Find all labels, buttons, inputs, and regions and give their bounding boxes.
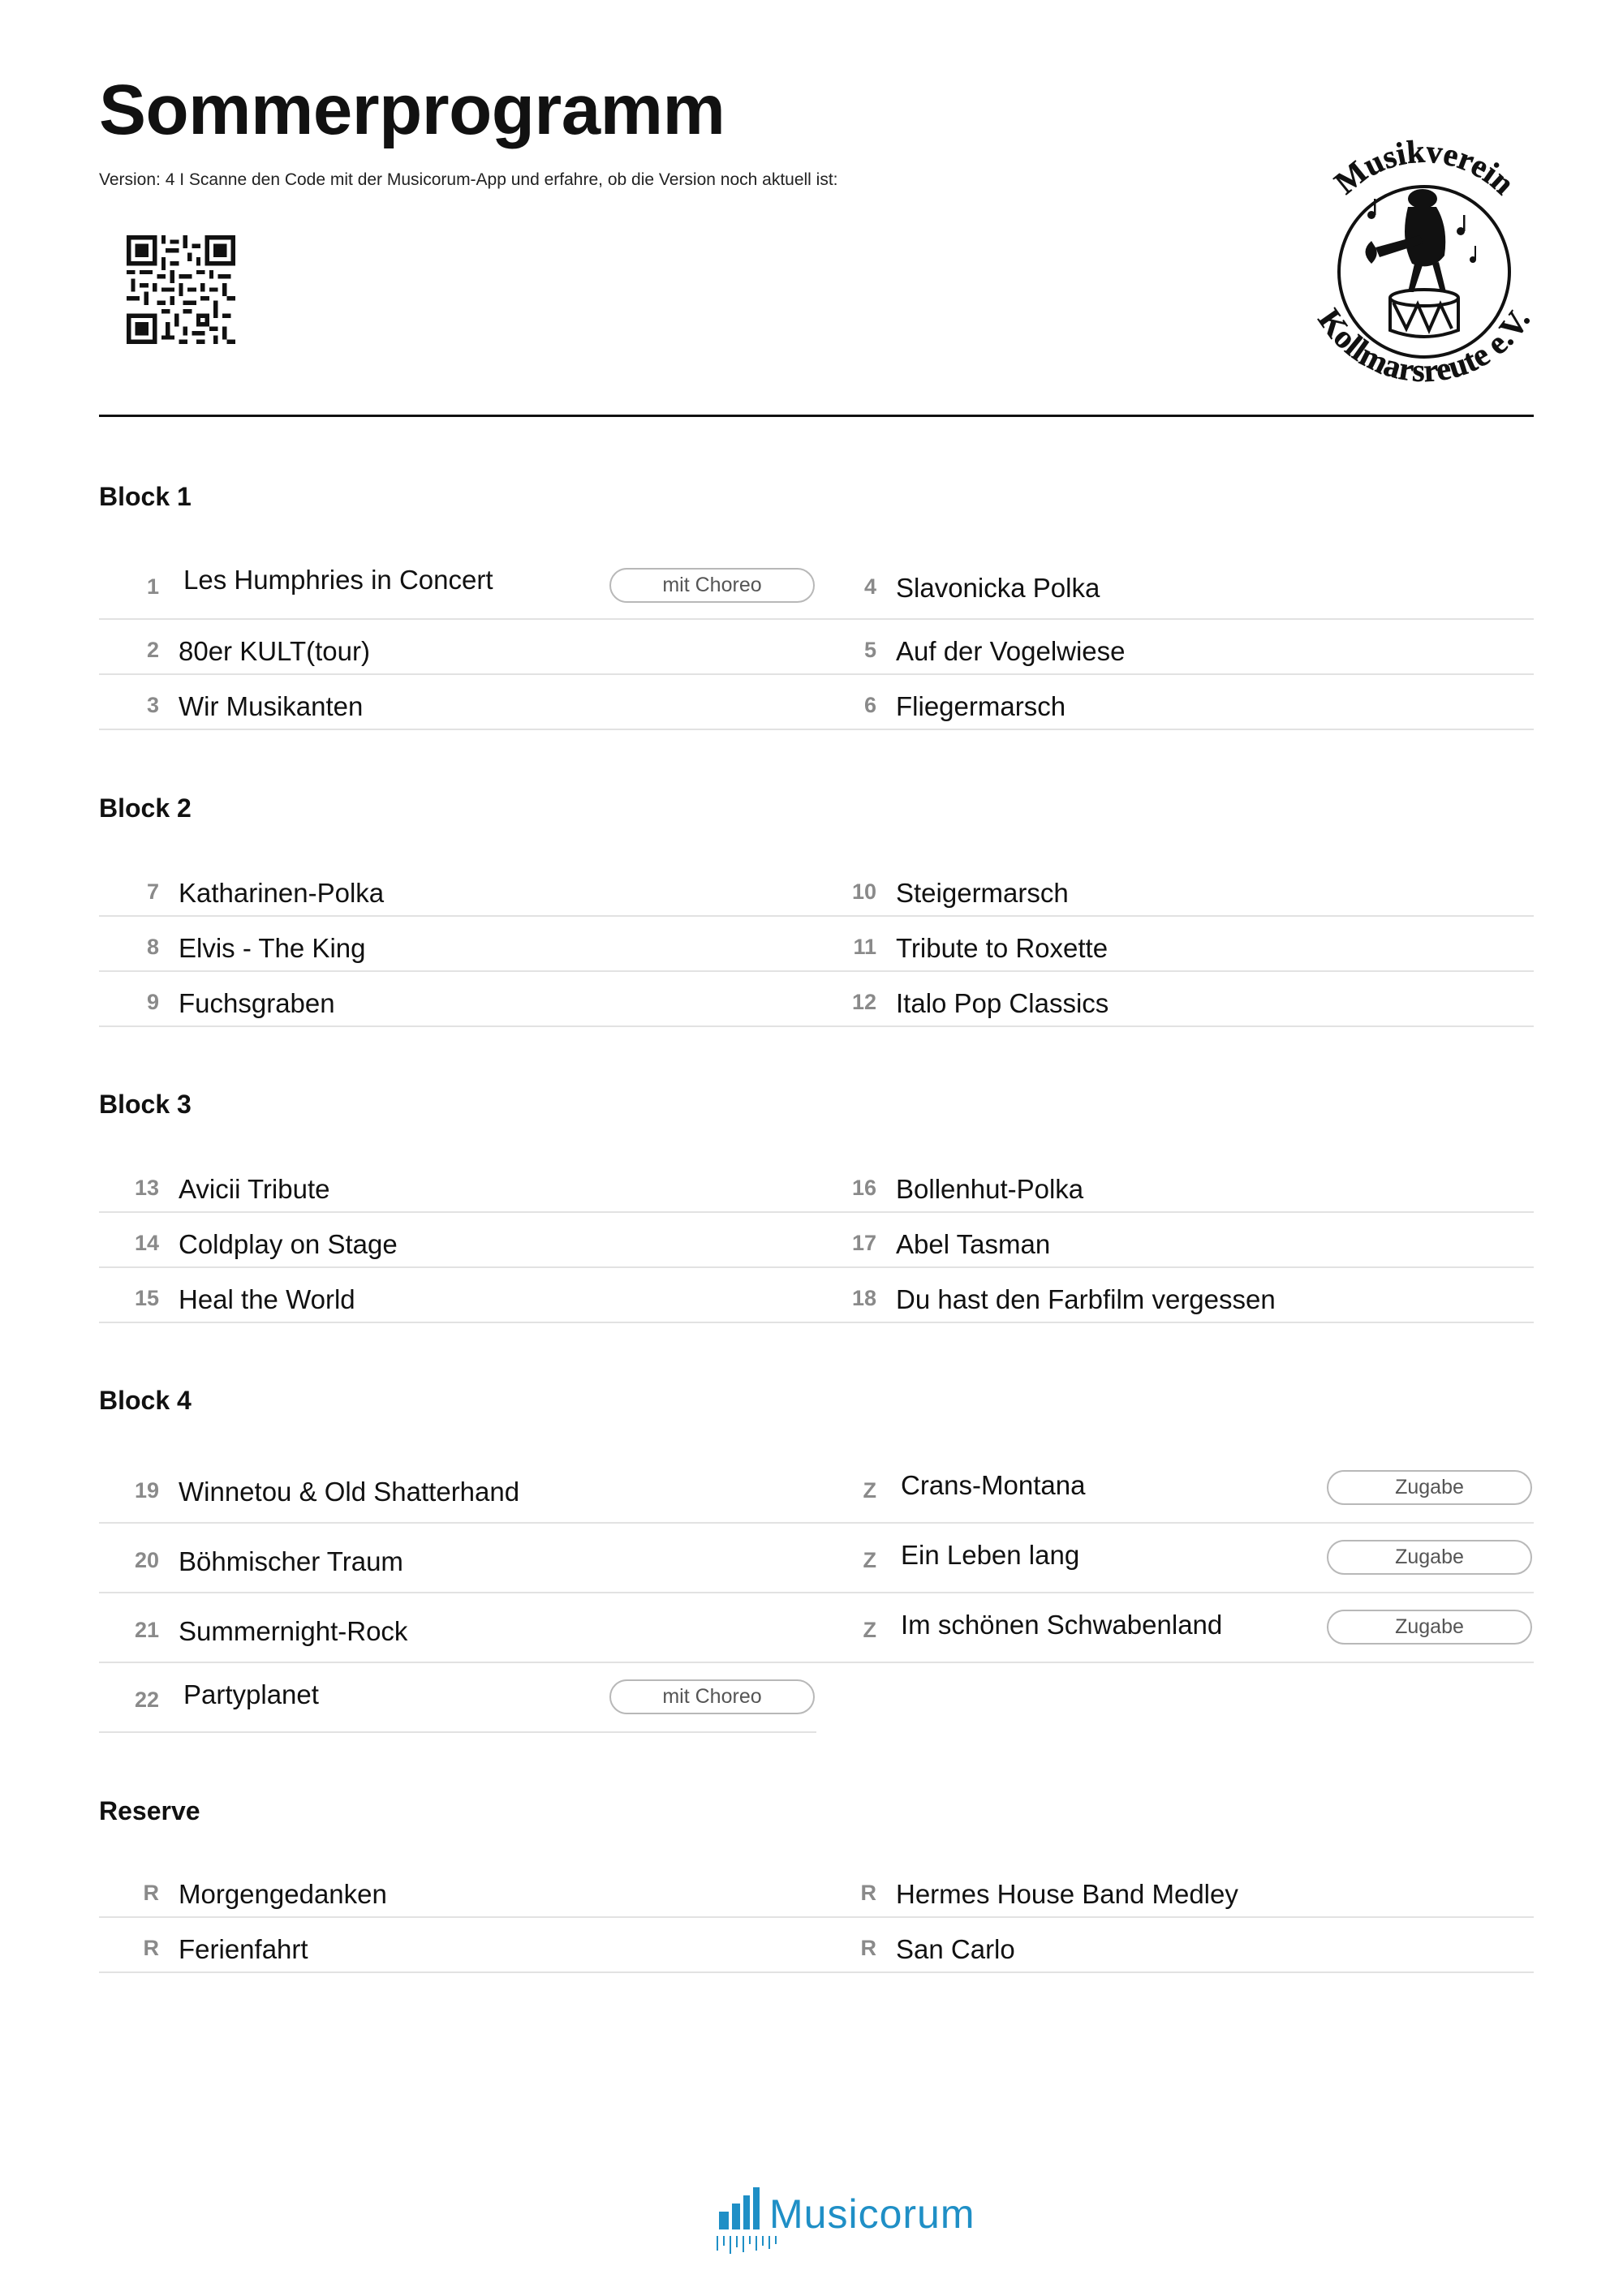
song-title: Abel Tasman — [896, 1229, 1051, 1259]
song-row[interactable] — [816, 620, 1534, 675]
block-title: Block 2 — [99, 793, 192, 823]
song-number: 4 — [863, 574, 876, 599]
encore-row[interactable] — [816, 1454, 1534, 1524]
song-row[interactable] — [99, 675, 816, 730]
song-title: Italo Pop Classics — [896, 988, 1109, 1018]
song-title: Summernight-Rock — [179, 1616, 408, 1646]
song-title: Coldplay on Stage — [179, 1229, 398, 1259]
song-number: R — [860, 1881, 876, 1905]
song-number: R — [143, 1881, 159, 1905]
song-number: 6 — [863, 693, 876, 717]
song-number: 16 — [851, 1176, 876, 1200]
song-number: 9 — [146, 990, 159, 1014]
song-title: Winnetou & Old Shatterhand — [179, 1477, 520, 1507]
song-title: Ferienfahrt — [179, 1934, 308, 1964]
song-row[interactable] — [816, 862, 1534, 917]
reserve-row[interactable] — [99, 1918, 816, 1973]
musicorum-logo — [712, 2179, 980, 2260]
song-row[interactable] — [816, 550, 1534, 620]
song-title: Wir Musikanten — [179, 691, 364, 721]
song-row[interactable] — [816, 1158, 1534, 1213]
encore-badge: Zugabe — [1327, 1470, 1532, 1505]
encore-badge: Zugabe — [1327, 1610, 1532, 1645]
version-note: Version: 4 I Scanne den Code mit der Musicorum-App und erfahre, ob die Version noch aktuell ist: — [99, 170, 838, 189]
song-row[interactable] — [99, 1454, 816, 1524]
song-number: 20 — [134, 1548, 159, 1572]
song-title: Auf der Vogelwiese — [896, 636, 1126, 666]
page-title: Sommerprogramm — [99, 71, 725, 149]
song-title: Partyplanet — [183, 1679, 319, 1709]
block-title: Block 1 — [99, 482, 192, 511]
reserve-row[interactable] — [99, 1863, 816, 1918]
song-number: 11 — [853, 935, 876, 959]
song-number: 8 — [146, 935, 159, 959]
song-title: Hermes House Band Medley — [896, 1879, 1238, 1909]
song-row[interactable] — [99, 1593, 816, 1663]
song-number: 14 — [134, 1231, 159, 1255]
song-title: Du hast den Farbfilm vergessen — [896, 1284, 1276, 1314]
song-title: Bollenhut-Polka — [896, 1174, 1084, 1204]
svg-text:Kollmarsreute e.V.: Kollmarsreute e.V. — [1311, 302, 1538, 389]
song-row[interactable] — [99, 1213, 816, 1268]
song-number: Z — [863, 1478, 876, 1503]
song-row[interactable] — [816, 972, 1534, 1027]
song-number: 22 — [134, 1688, 159, 1712]
song-number: 15 — [134, 1286, 159, 1310]
song-row[interactable] — [99, 1524, 816, 1593]
song-row[interactable] — [99, 1158, 816, 1213]
song-title: Im schönen Schwabenland — [901, 1610, 1223, 1640]
song-number: 7 — [146, 879, 159, 904]
song-number: R — [860, 1936, 876, 1960]
song-number: 12 — [851, 990, 876, 1014]
block-title: Block 4 — [99, 1386, 192, 1415]
reserve-row[interactable] — [816, 1863, 1534, 1918]
song-row[interactable] — [816, 1213, 1534, 1268]
block-title: Reserve — [99, 1796, 200, 1825]
song-number: 19 — [134, 1478, 159, 1503]
encore-badge: Zugabe — [1327, 1540, 1532, 1575]
song-title: Fliegermarsch — [896, 691, 1066, 721]
song-title: Steigermarsch — [896, 878, 1069, 908]
song-title: Crans-Montana — [901, 1470, 1086, 1500]
song-row[interactable] — [99, 917, 816, 972]
club-logo — [1278, 126, 1570, 402]
song-title: Heal the World — [179, 1284, 355, 1314]
song-row[interactable] — [816, 675, 1534, 730]
choreo-badge: mit Choreo — [609, 568, 815, 603]
song-number: 13 — [134, 1176, 159, 1200]
song-title: Tribute to Roxette — [896, 933, 1109, 963]
song-title: San Carlo — [896, 1934, 1015, 1964]
song-number: Z — [863, 1618, 876, 1642]
choreo-badge: mit Choreo — [609, 1679, 815, 1714]
song-title: Slavonicka Polka — [896, 573, 1100, 603]
song-row[interactable] — [816, 1268, 1534, 1323]
song-title: 80er KULT(tour) — [179, 636, 370, 666]
song-title: Fuchsgraben — [179, 988, 335, 1018]
song-row[interactable] — [816, 917, 1534, 972]
header-divider — [99, 415, 1534, 417]
song-title: Katharinen-Polka — [179, 878, 385, 908]
song-title: Avicii Tribute — [179, 1174, 330, 1204]
song-number: 17 — [851, 1231, 876, 1255]
song-number: 5 — [863, 638, 876, 662]
song-row[interactable] — [99, 1663, 816, 1733]
song-number: 1 — [146, 574, 159, 599]
reserve-row[interactable] — [816, 1918, 1534, 1973]
song-number: 10 — [851, 879, 876, 904]
song-number: R — [143, 1936, 159, 1960]
song-title: Ein Leben lang — [901, 1540, 1080, 1570]
encore-row[interactable] — [816, 1593, 1534, 1663]
svg-text:Musikverein: Musikverein — [1327, 132, 1522, 202]
song-number: 3 — [146, 693, 159, 717]
song-row[interactable] — [99, 972, 816, 1027]
svg-text:Musicorum: Musicorum — [769, 2191, 975, 2237]
encore-row[interactable] — [816, 1524, 1534, 1593]
qr-code-icon[interactable] — [127, 235, 235, 344]
song-title: Les Humphries in Concert — [183, 565, 493, 595]
song-title: Böhmischer Traum — [179, 1546, 403, 1576]
song-number: 18 — [851, 1286, 876, 1310]
song-number: 21 — [134, 1618, 159, 1642]
block-title: Block 3 — [99, 1090, 192, 1119]
song-title: Elvis - The King — [179, 933, 366, 963]
song-row[interactable] — [99, 620, 816, 675]
song-row[interactable] — [99, 1268, 816, 1323]
song-row[interactable] — [99, 862, 816, 917]
song-title: Morgengedanken — [179, 1879, 387, 1909]
song-number: Z — [863, 1548, 876, 1572]
song-row[interactable] — [99, 550, 816, 620]
song-number: 2 — [146, 638, 159, 662]
